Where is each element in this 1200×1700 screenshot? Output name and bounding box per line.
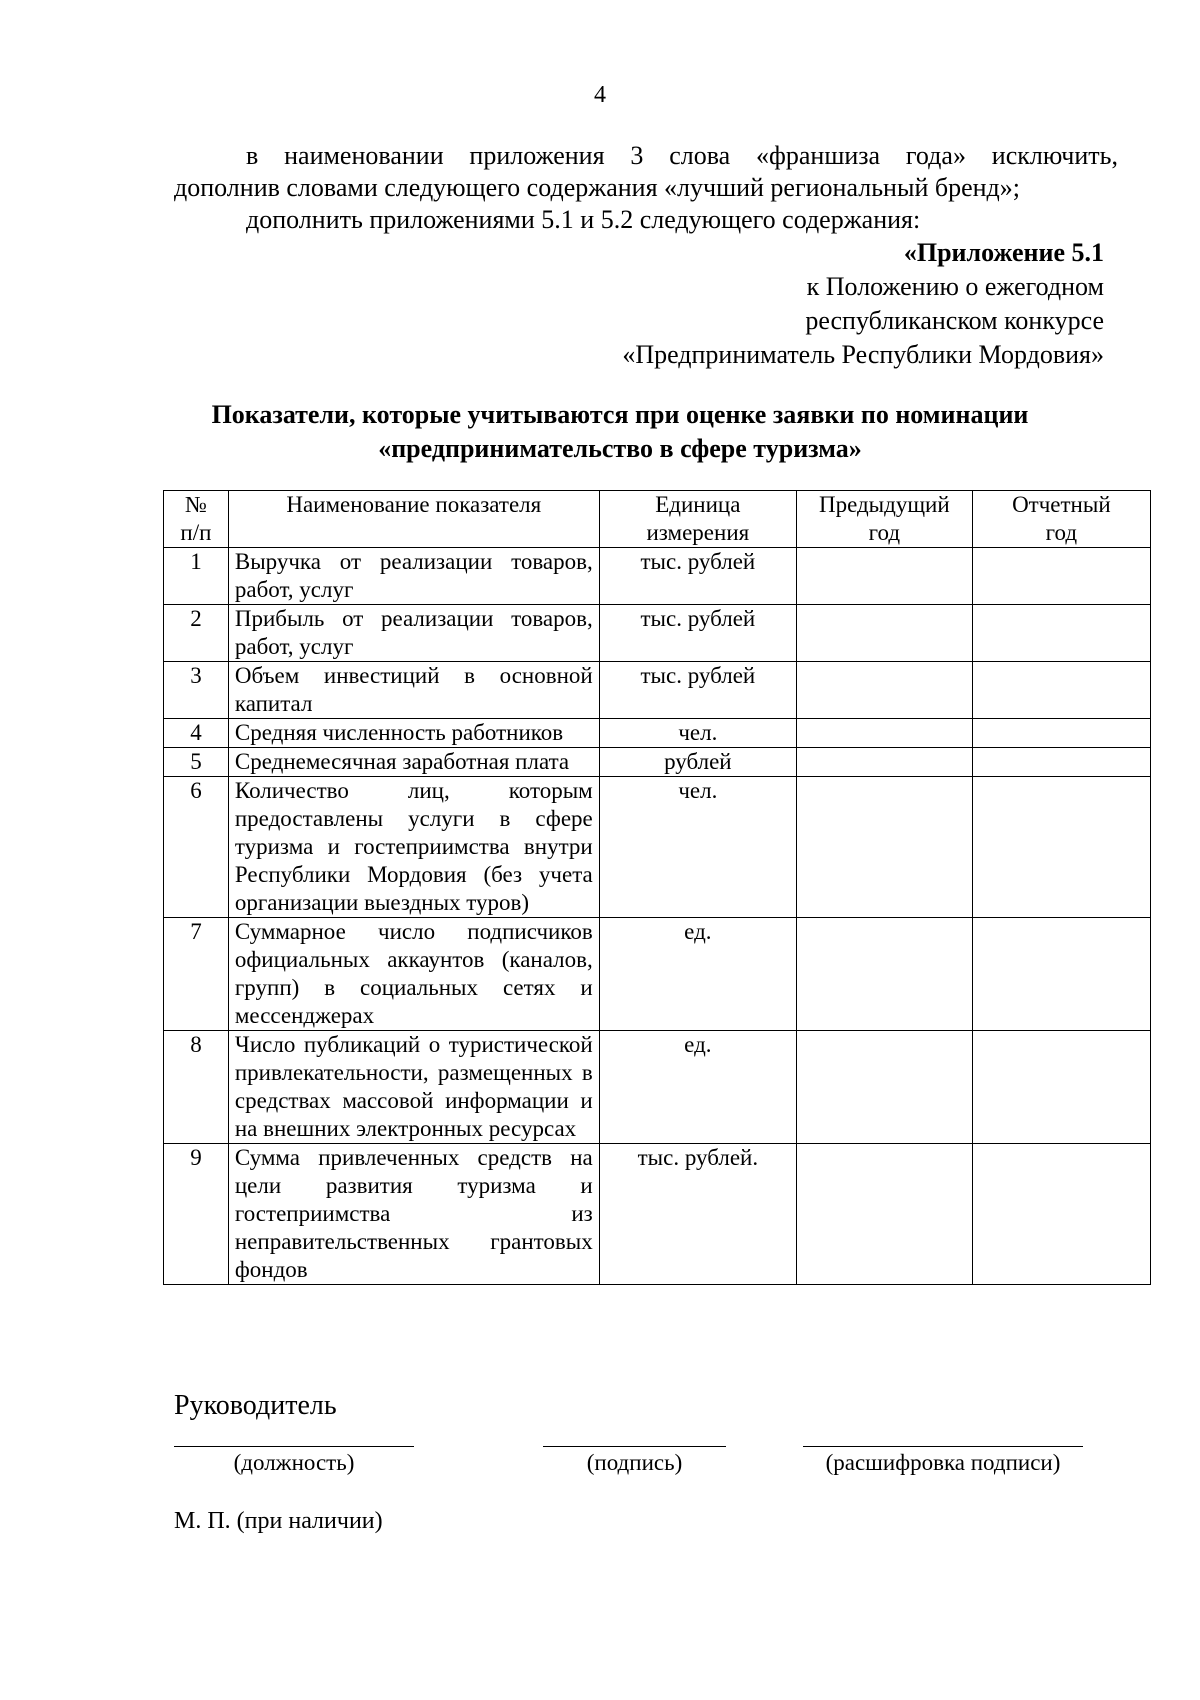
header-unit-line-1: Единица <box>655 492 741 517</box>
header-number-line-2: п/п <box>180 520 212 545</box>
appendix-line-3: «Предприниматель Республики Мордовия» <box>622 340 1104 369</box>
header-reporting-line-1: Отчетный <box>1012 492 1111 517</box>
appendix-title: «Приложение 5.1 <box>903 238 1104 267</box>
appendix-line-2: республиканском конкурсе <box>805 306 1104 335</box>
header-previous-line-2: год <box>868 520 901 545</box>
previous-year-cell[interactable] <box>796 662 972 719</box>
header-name-text: Наименование показателя <box>286 492 542 517</box>
header-number-line-1: № <box>184 492 207 517</box>
reporting-year-cell[interactable] <box>972 1144 1150 1285</box>
unit: тыс. рублей <box>599 605 796 662</box>
position-line[interactable] <box>174 1446 414 1447</box>
document-title-line-1: Показатели, которые учитываются при оценке заявки по номинации <box>211 400 1029 429</box>
row-number: 9 <box>164 1144 229 1285</box>
indicator-name: Среднемесячная заработная плата <box>228 748 599 777</box>
unit: чел. <box>599 719 796 748</box>
header-reporting-line-2: год <box>1045 520 1078 545</box>
table-row <box>164 1144 1151 1285</box>
indicator-name: Сумма привлеченных средств на цели развития туризма и гостеприимства из неправительственных грантовых фондов <box>228 1144 599 1285</box>
table-row <box>164 662 1151 719</box>
previous-year-cell[interactable] <box>796 719 972 748</box>
unit: рублей <box>599 748 796 777</box>
table-row <box>164 918 1151 1031</box>
paragraph-1-line-1: в наименовании приложения 3 слова «франшиза года» исключить, <box>246 141 1118 170</box>
indicator-name: Прибыль от реализации товаров, работ, услуг <box>228 605 599 662</box>
table-row <box>164 777 1151 918</box>
previous-year-cell[interactable] <box>796 548 972 605</box>
paragraph-1-line-2: дополнив словами следующего содержания «лучший региональный бренд»; <box>174 173 1020 202</box>
row-number: 1 <box>164 548 229 605</box>
previous-year-cell[interactable] <box>796 1144 972 1285</box>
signature-caption: (подпись) <box>586 1450 683 1475</box>
row-number: 3 <box>164 662 229 719</box>
head-label: Руководитель <box>174 1390 337 1421</box>
signature-line[interactable] <box>543 1446 726 1447</box>
previous-year-cell[interactable] <box>796 605 972 662</box>
document-title-line-2: «предпринимательство в сфере туризма» <box>378 434 862 463</box>
previous-year-cell[interactable] <box>796 777 972 918</box>
position-caption: (должность) <box>233 1450 355 1475</box>
reporting-year-cell[interactable] <box>972 719 1150 748</box>
table-row <box>164 748 1151 777</box>
unit: ед. <box>599 918 796 1031</box>
row-number: 2 <box>164 605 229 662</box>
indicators-table <box>163 490 1151 1285</box>
page-number: 4 <box>594 82 606 108</box>
reporting-year-cell[interactable] <box>972 605 1150 662</box>
header-previous-line-1: Предыдущий <box>818 492 950 517</box>
reporting-year-cell[interactable] <box>972 748 1150 777</box>
unit: ед. <box>599 1031 796 1144</box>
table-row <box>164 605 1151 662</box>
row-number: 5 <box>164 748 229 777</box>
reporting-year-cell[interactable] <box>972 662 1150 719</box>
appendix-heading <box>622 236 1104 372</box>
indicator-name: Средняя численность работников <box>228 719 599 748</box>
unit: тыс. рублей. <box>599 1144 796 1285</box>
indicator-name: Количество лиц, которым предоставлены услуги в сфере туризма и гостеприимства внутри Республики Мордовия (без учета организации выездных туров) <box>228 777 599 918</box>
indicator-name: Суммарное число подписчиков официальных аккаунтов (каналов, групп) в социальных сетях и мессенджерах <box>228 918 599 1031</box>
table-row <box>164 719 1151 748</box>
unit: чел. <box>599 777 796 918</box>
row-number: 6 <box>164 777 229 918</box>
reporting-year-cell[interactable] <box>972 1031 1150 1144</box>
previous-year-cell[interactable] <box>796 918 972 1031</box>
header-name <box>228 491 599 548</box>
table-row <box>164 1031 1151 1144</box>
reporting-year-cell[interactable] <box>972 918 1150 1031</box>
reporting-year-cell[interactable] <box>972 548 1150 605</box>
header-unit-line-2: измерения <box>646 520 750 545</box>
reporting-year-cell[interactable] <box>972 777 1150 918</box>
stamp-note: М. П. (при наличии) <box>174 1508 383 1534</box>
unit: тыс. рублей <box>599 662 796 719</box>
indicator-name: Выручка от реализации товаров, работ, услуг <box>228 548 599 605</box>
indicator-name: Число публикаций о туристической привлекательности, размещенных в средствах массовой информации и на внешних электронных ресурсах <box>228 1031 599 1144</box>
appendix-line-1: к Положению о ежегодном <box>806 272 1104 301</box>
paragraph-2: дополнить приложениями 5.1 и 5.2 следующего содержания: <box>246 205 921 234</box>
table-row <box>164 548 1151 605</box>
indicator-name: Объем инвестиций в основной капитал <box>228 662 599 719</box>
row-number: 8 <box>164 1031 229 1144</box>
document-title <box>130 398 1110 466</box>
decoding-line[interactable] <box>803 1446 1083 1447</box>
unit: тыс. рублей <box>599 548 796 605</box>
row-number: 4 <box>164 719 229 748</box>
previous-year-cell[interactable] <box>796 748 972 777</box>
header-unit <box>599 491 796 548</box>
header-previous-year <box>796 491 972 548</box>
header-reporting-year <box>972 491 1150 548</box>
header-number <box>164 491 229 548</box>
previous-year-cell[interactable] <box>796 1031 972 1144</box>
decoding-caption: (расшифровка подписи) <box>825 1450 1061 1475</box>
table-header-row <box>164 491 1151 548</box>
row-number: 7 <box>164 918 229 1031</box>
